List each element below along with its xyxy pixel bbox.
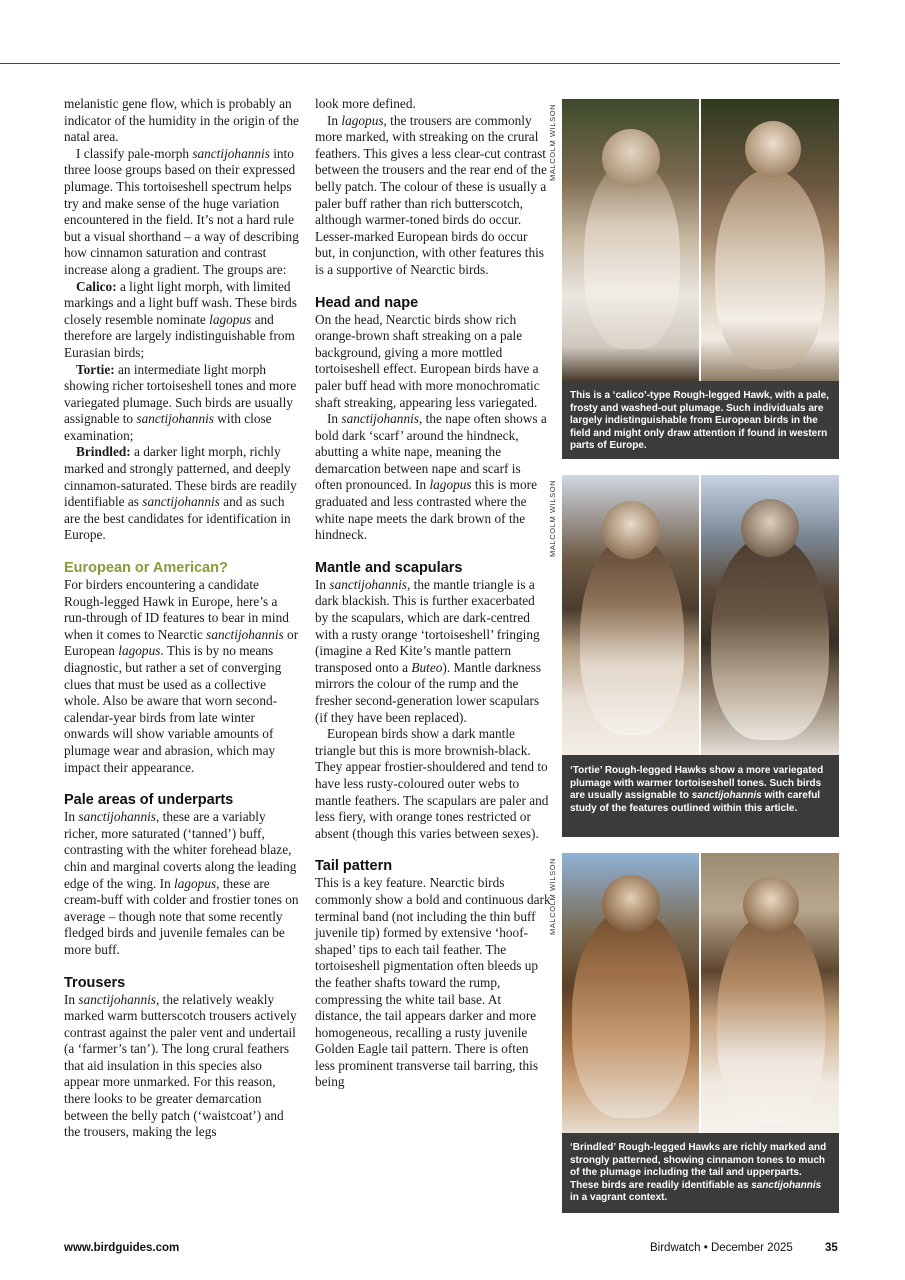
paragraph: In sanctijohannis, the relatively weakly marked warm butterscotch trousers actively contrast against the paler vent and undertail (a ‘farmer’s tan’). The long crural feathers that aid insulation in this species also appear more unmarked. For this reason, there looks to be greater demarcation between the belly patch (‘waistcoat’) and the trousers, making the legs — [64, 991, 297, 1140]
group-tortie: Tortie: an intermediate light morph showing richer tortoiseshell tones and more variegated plumage. Such birds are usually assignable to sanctijohannis with close examination; — [64, 361, 297, 443]
paragraph: For birders encountering a candidate Rough-legged Hawk in Europe, here’s a run-through of ID features to bear in mind when it comes to Nearctic sanctijohannis or European lagopus. This is by no means diagnostic, but rather a set of converging clues that must be used as a collective whole. Also be aware that worn second-calendar-year birds from late winter onwards will show variable amounts of plumage wear and abrasion, which may impact their appearance. — [64, 577, 299, 775]
bird-head-shape — [741, 499, 799, 557]
photo-tortie-hawk-left — [562, 475, 699, 755]
paragraph: In sanctijohannis, these are a variably richer, more saturated (‘tanned’) buff, contrasting with the whiter forehead blaze, chin and marginal coverts along the leading edge of the wing. In lagopus, these are cream-buff with colder and frostier tones on average – though note that some recently fledged birds and juvenile females can be more buff. — [64, 809, 299, 957]
photo-calico-hawk-right — [701, 99, 839, 381]
top-rule — [0, 63, 840, 64]
photo-caption-1: This is a ‘calico’-type Rough-legged Hawk, with a pale, frosty and washed-out plumage. Such individuals are largely indistinguishable from European birds in the field and might only draw attention if found in western parts of Europe. — [562, 381, 839, 459]
heading-pale-areas: Pale areas of underparts — [64, 792, 234, 809]
heading-european-or-american: European or American? — [64, 560, 228, 577]
paragraph: In sanctijohannis, the nape often shows a bold dark ‘scarf’ around the hindneck, abutting a white nape, meaning the demarcation between nape and scarf is often pronounced. In lagopus this is more graduated and less contrasted where the white nape meets the dark brown of the hindneck. — [315, 411, 547, 543]
group-brindled: Brindled: a darker light morph, richly marked and strongly patterned, and deeply cinnamon-saturated. These birds are readily identifiable as sanctijohannis and as such are the best candidates for identification in Europe. — [64, 444, 297, 543]
bird-head-shape — [745, 121, 801, 177]
paragraph: melanistic gene flow, which is probably an indicator of the humidity in the origin of the natal area. — [64, 96, 299, 145]
paragraph: In lagopus, the trousers are commonly more marked, with streaking on the crural feathers. This gives a less clear-cut contrast between the trousers and the rear end of the belly patch. The colour of these is usually a paler buff rather than rich butterscotch, although warmer-toned birds do occur. Lesser-marked European birds do occur but, in conjunction, with other features this is a supportive of Nearctic birds. — [315, 112, 547, 277]
bird-body-shape — [715, 169, 825, 369]
photo-caption-3: ‘Brindled’ Rough-legged Hawks are richly marked and strongly patterned, showing cinnamon tones to much of the plumage including the tail and upperparts. These birds are readily identifiable as sanctijohannis in a vagrant context. — [562, 1133, 839, 1213]
bird-body-shape — [711, 535, 829, 740]
paragraph: I classify pale-morph sanctijohannis into three loose groups based on their expressed plumage. This tortoiseshell spectrum helps try and make sense of the huge variation encountered in the field. It’s not a hard rule but a visual shorthand – a way of describing how cinnamon saturation and contrast increase along a gradient. The groups are: — [64, 145, 299, 277]
bird-body-shape — [572, 908, 690, 1118]
heading-trousers: Trousers — [64, 974, 126, 991]
group-calico: Calico: a light light morph, with limited markings and a light buff wash. These birds closely resemble nominate lagopus and therefore are largely indistinguishable from Eurasian birds; — [64, 278, 297, 360]
photo-credit-1: MALCOLM WILSON — [548, 103, 557, 181]
text-column-2 — [315, 96, 551, 1091]
paragraph: On the head, Nearctic birds show rich orange-brown shaft streaking on a pale background, giving a more mottled tortoiseshell effect. European birds have a paler buff head with more monochromatic shaft streaking, appearing less variegated. — [315, 311, 540, 410]
bird-body-shape — [580, 535, 684, 735]
photo-brindled-hawk-right — [701, 853, 839, 1133]
photo-credit-2: MALCOLM WILSON — [548, 479, 557, 557]
paragraph: This is a key feature. Nearctic birds commonly show a bold and continuous dark terminal band (not including the thin buff juvenile tip) formed by extensive ‘hoof-shaped’ tips to each tail feather. The tortoiseshell pigmentation often bleeds up the feather shafts toward the rump, compressing the white tail base. At distance, the tail appears darker and more homogeneous, recalling a rusty juvenile Golden Eagle tail pattern. There is often less prominent transverse tail barring, this being — [315, 875, 551, 1090]
bird-head-shape — [602, 129, 660, 187]
bird-head-shape — [602, 501, 660, 559]
text-column-1 — [64, 96, 300, 1141]
bird-head-shape — [602, 875, 660, 933]
bird-body-shape — [584, 159, 680, 349]
photo-caption-2: ‘Tortie’ Rough-legged Hawks show a more variegated plumage with warmer tortoiseshell tones. Such birds are usually assignable to sanctijohannis with careful study of the features outlined within this article. — [562, 755, 839, 837]
paragraph: In sanctijohannis, the mantle triangle is a dark blackish. This is further exacerbated by the scapulars, which are dark-centred with a rusty orange ‘tortoiseshell’ fringing (imagine a Red Kite’s mantle pattern transposed onto a Buteo). Mantle darkness mirrors the colour of the rump and the fresher second-generation lower scapulars (if they have been replaced). — [315, 576, 541, 725]
paragraph: look more defined. — [315, 96, 416, 111]
photo-credit-3: MALCOLM WILSON — [548, 857, 557, 935]
bird-head-shape — [743, 877, 799, 933]
photo-brindled-hawk-left — [562, 853, 699, 1133]
photo-calico-hawk-left — [562, 99, 699, 381]
bird-body-shape — [717, 913, 825, 1123]
footer-website: www.birdguides.com — [64, 1242, 180, 1254]
page-number: 35 — [825, 1242, 838, 1254]
heading-head-and-nape: Head and nape — [315, 294, 419, 311]
footer-issue: Birdwatch • December 2025 — [650, 1242, 793, 1254]
heading-mantle-and-scapulars: Mantle and scapulars — [315, 559, 463, 576]
photo-tortie-hawk-right — [701, 475, 839, 755]
heading-tail-pattern: Tail pattern — [315, 858, 393, 875]
paragraph: European birds show a dark mantle triangle but this is more brownish-black. They appear frostier-shouldered and tend to have less rusty-coloured outer webs to mantle feathers. The scapulars are paler and less fiery, with orange tones restricted or absent (though this varies between sexes). — [315, 726, 549, 841]
